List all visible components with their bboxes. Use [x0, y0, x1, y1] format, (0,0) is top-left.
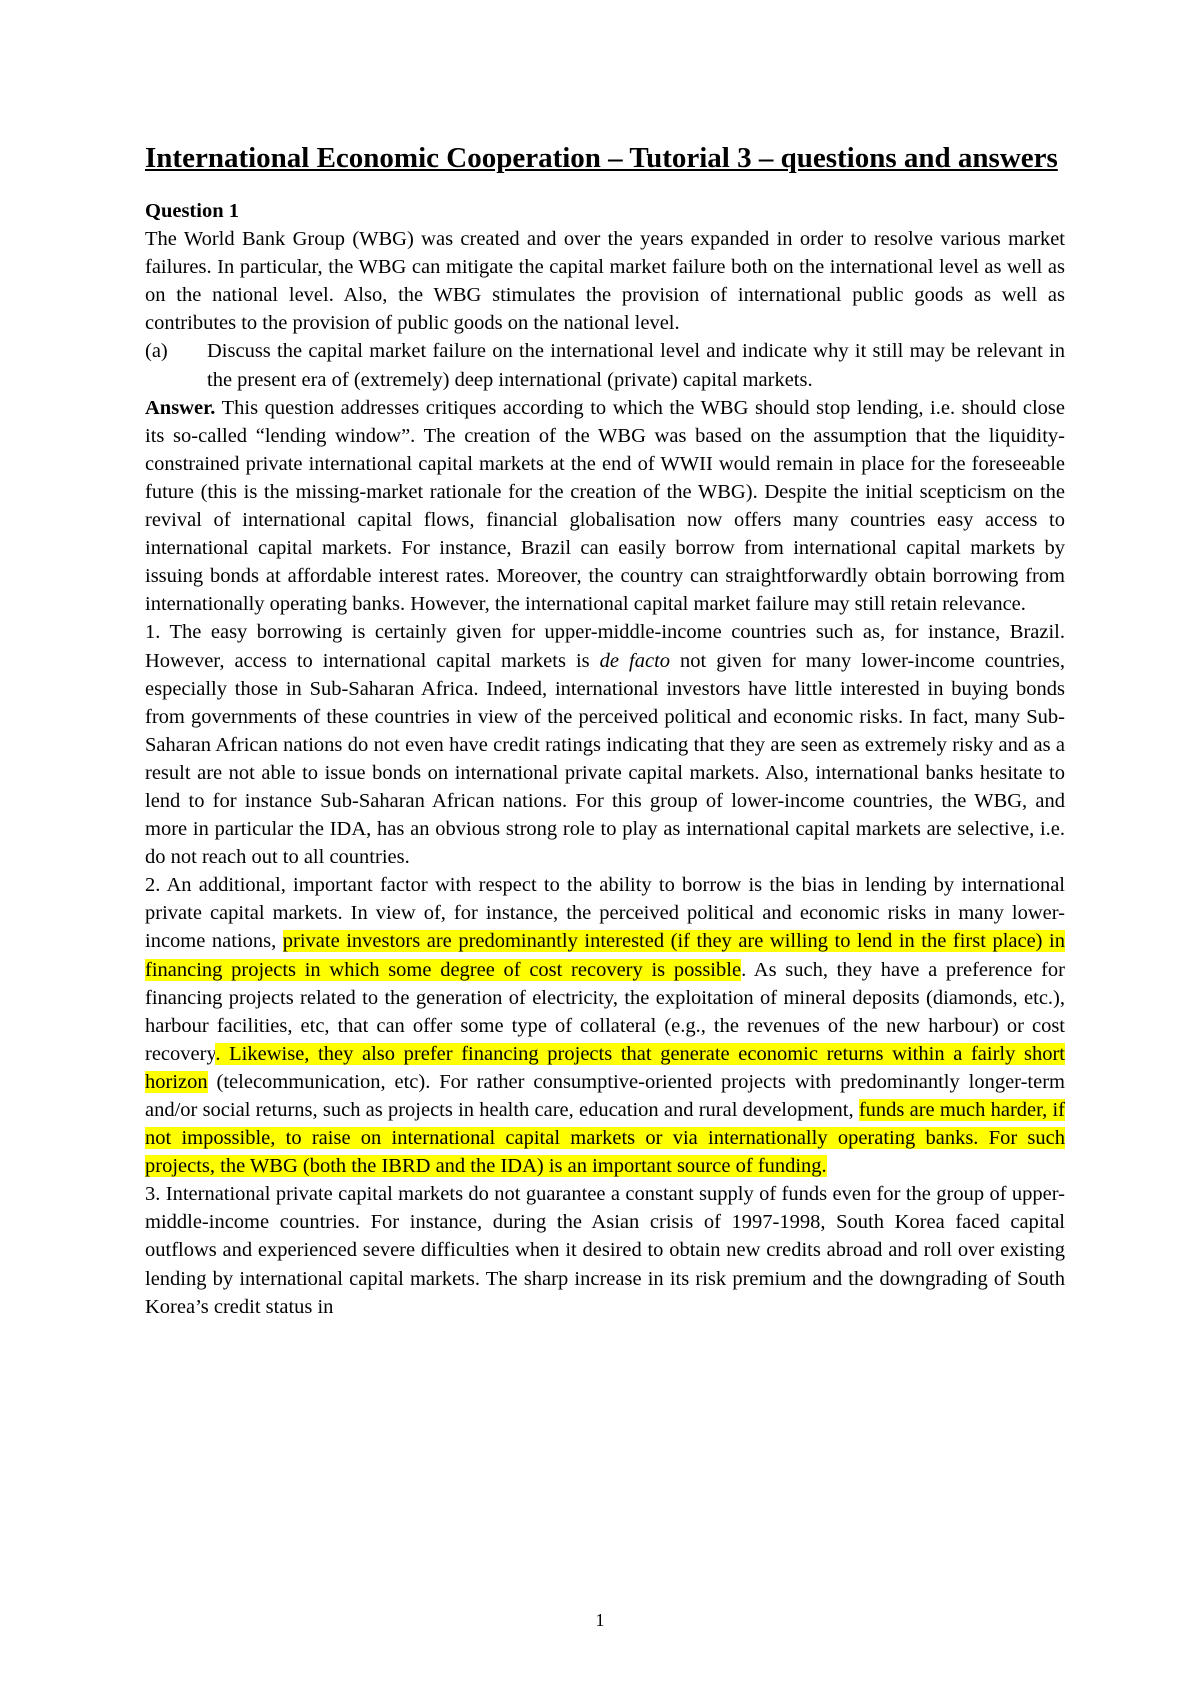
question-heading: Question 1: [145, 200, 239, 222]
point-1-paragraph: [145, 618, 1065, 871]
point-2-paragraph: [145, 871, 1065, 1180]
answer-paragraph: [145, 394, 1065, 619]
point-1-text-a: 1. The easy borrowing is certainly given for upper-middle-income countries such as, for instance, Brazil. However, access to international capital markets is: [145, 621, 1065, 672]
highlight-3: funds are much harder, if not impossible, to raise on international capital markets or via internationally operating banks. For such projects, the WBG (both the IBRD and the IDA) is an important source of funding.: [145, 1099, 1065, 1178]
point-1-text-b: not given for many lower-income countries, especially those in Sub-Saharan Africa. Indeed, international investors have little interested in buying bonds from governments of these countries in view of the perceived political and economic risks. In fact, many Sub-Saharan African nations do not even have credit ratings indicating that they are seen as extremely risky and as a result are not able to issue bonds on international private capital markets. Also, international banks hesitate to lend to for instance Sub-Saharan African nations. For this group of lower-income countries, the WBG, and more in particular the IDA, has an obvious strong role to play as international capital markets are selective, i.e. do not reach out to all countries.: [145, 649, 1065, 869]
point-2-text-c: (telecommunication, etc). For rather consumptive-oriented projects with predominantly longer-term and/or social returns, such as projects in health care, education and rural development,: [145, 1070, 1065, 1121]
answer-label: Answer.: [145, 396, 216, 419]
document-title: International Economic Cooperation – Tutorial 3 – questions and answers: [145, 142, 1058, 174]
subquestion-text: Discuss the capital market failure on the international level and indicate why it still may be relevant in the present era of (extremely) deep international (private) capital markets.: [207, 340, 1065, 391]
highlight-2: . Likewise, they also prefer financing projects that generate economic returns within a fairly short horizon: [145, 1042, 1065, 1093]
subquestion-a: [145, 337, 1065, 393]
answer-text: This question addresses critiques according to which the WBG should stop lending, i.e. should close its so-called “lending window”. The creation of the WBG was based on the assumption that the liquidity-constrained private international capital markets at the end of WWII would remain in place for the foreseeable future (this is the missing-market rationale for the creation of the WBG). Despite the initial scepticism on the revival of international capital flows, financial globalisation now offers many countries easy access to international capital markets. For instance, Brazil can easily borrow from international capital markets by issuing bonds at affordable interest rates. Moreover, the country can straightforwardly obtain borrowing from internationally operating banks. However, the international capital market failure may still retain relevance.: [145, 396, 1065, 616]
page-number: 1: [595, 1610, 605, 1630]
highlight-1: private investors are predominantly interested (if they are willing to lend in the first place) in financing projects in which some degree of cost recovery is possible: [145, 930, 1065, 981]
point-3-paragraph: 3. International private capital markets do not guarantee a constant supply of funds even for the group of upper-middle-income countries. For instance, during the Asian crisis of 1997-1998, South Korea faced capital outflows and experienced severe difficulties when it desired to obtain new credits abroad and roll over existing lending by international capital markets. The sharp increase in its risk premium and the downgrading of South Korea’s credit status in: [145, 1183, 1065, 1318]
point-2-text-b: . As such, they have a preference for financing projects related to the generation of electricity, the exploitation of mineral deposits (diamonds, etc.), harbour facilities, etc, that can offer some type of collateral (e.g., the revenues of the new harbour) or cost recovery: [145, 958, 1066, 1065]
point-1-italic: de facto: [599, 649, 671, 672]
question-intro: The World Bank Group (WBG) was created and over the years expanded in order to resolve various market failures. In particular, the WBG can mitigate the capital market failure both on the international level as well as on the national level. Also, the WBG stimulates the provision of international public goods as well as contributes to the provision of public goods on the national level.: [145, 228, 1065, 335]
subquestion-label: (a): [145, 340, 168, 363]
document-page: [145, 140, 1065, 1321]
point-2-text-a: 2. An additional, important factor with respect to the ability to borrow is the bias in lending by international private capital markets. In view of, for instance, the perceived political and economic risks in many lower-income nations,: [145, 874, 1065, 953]
